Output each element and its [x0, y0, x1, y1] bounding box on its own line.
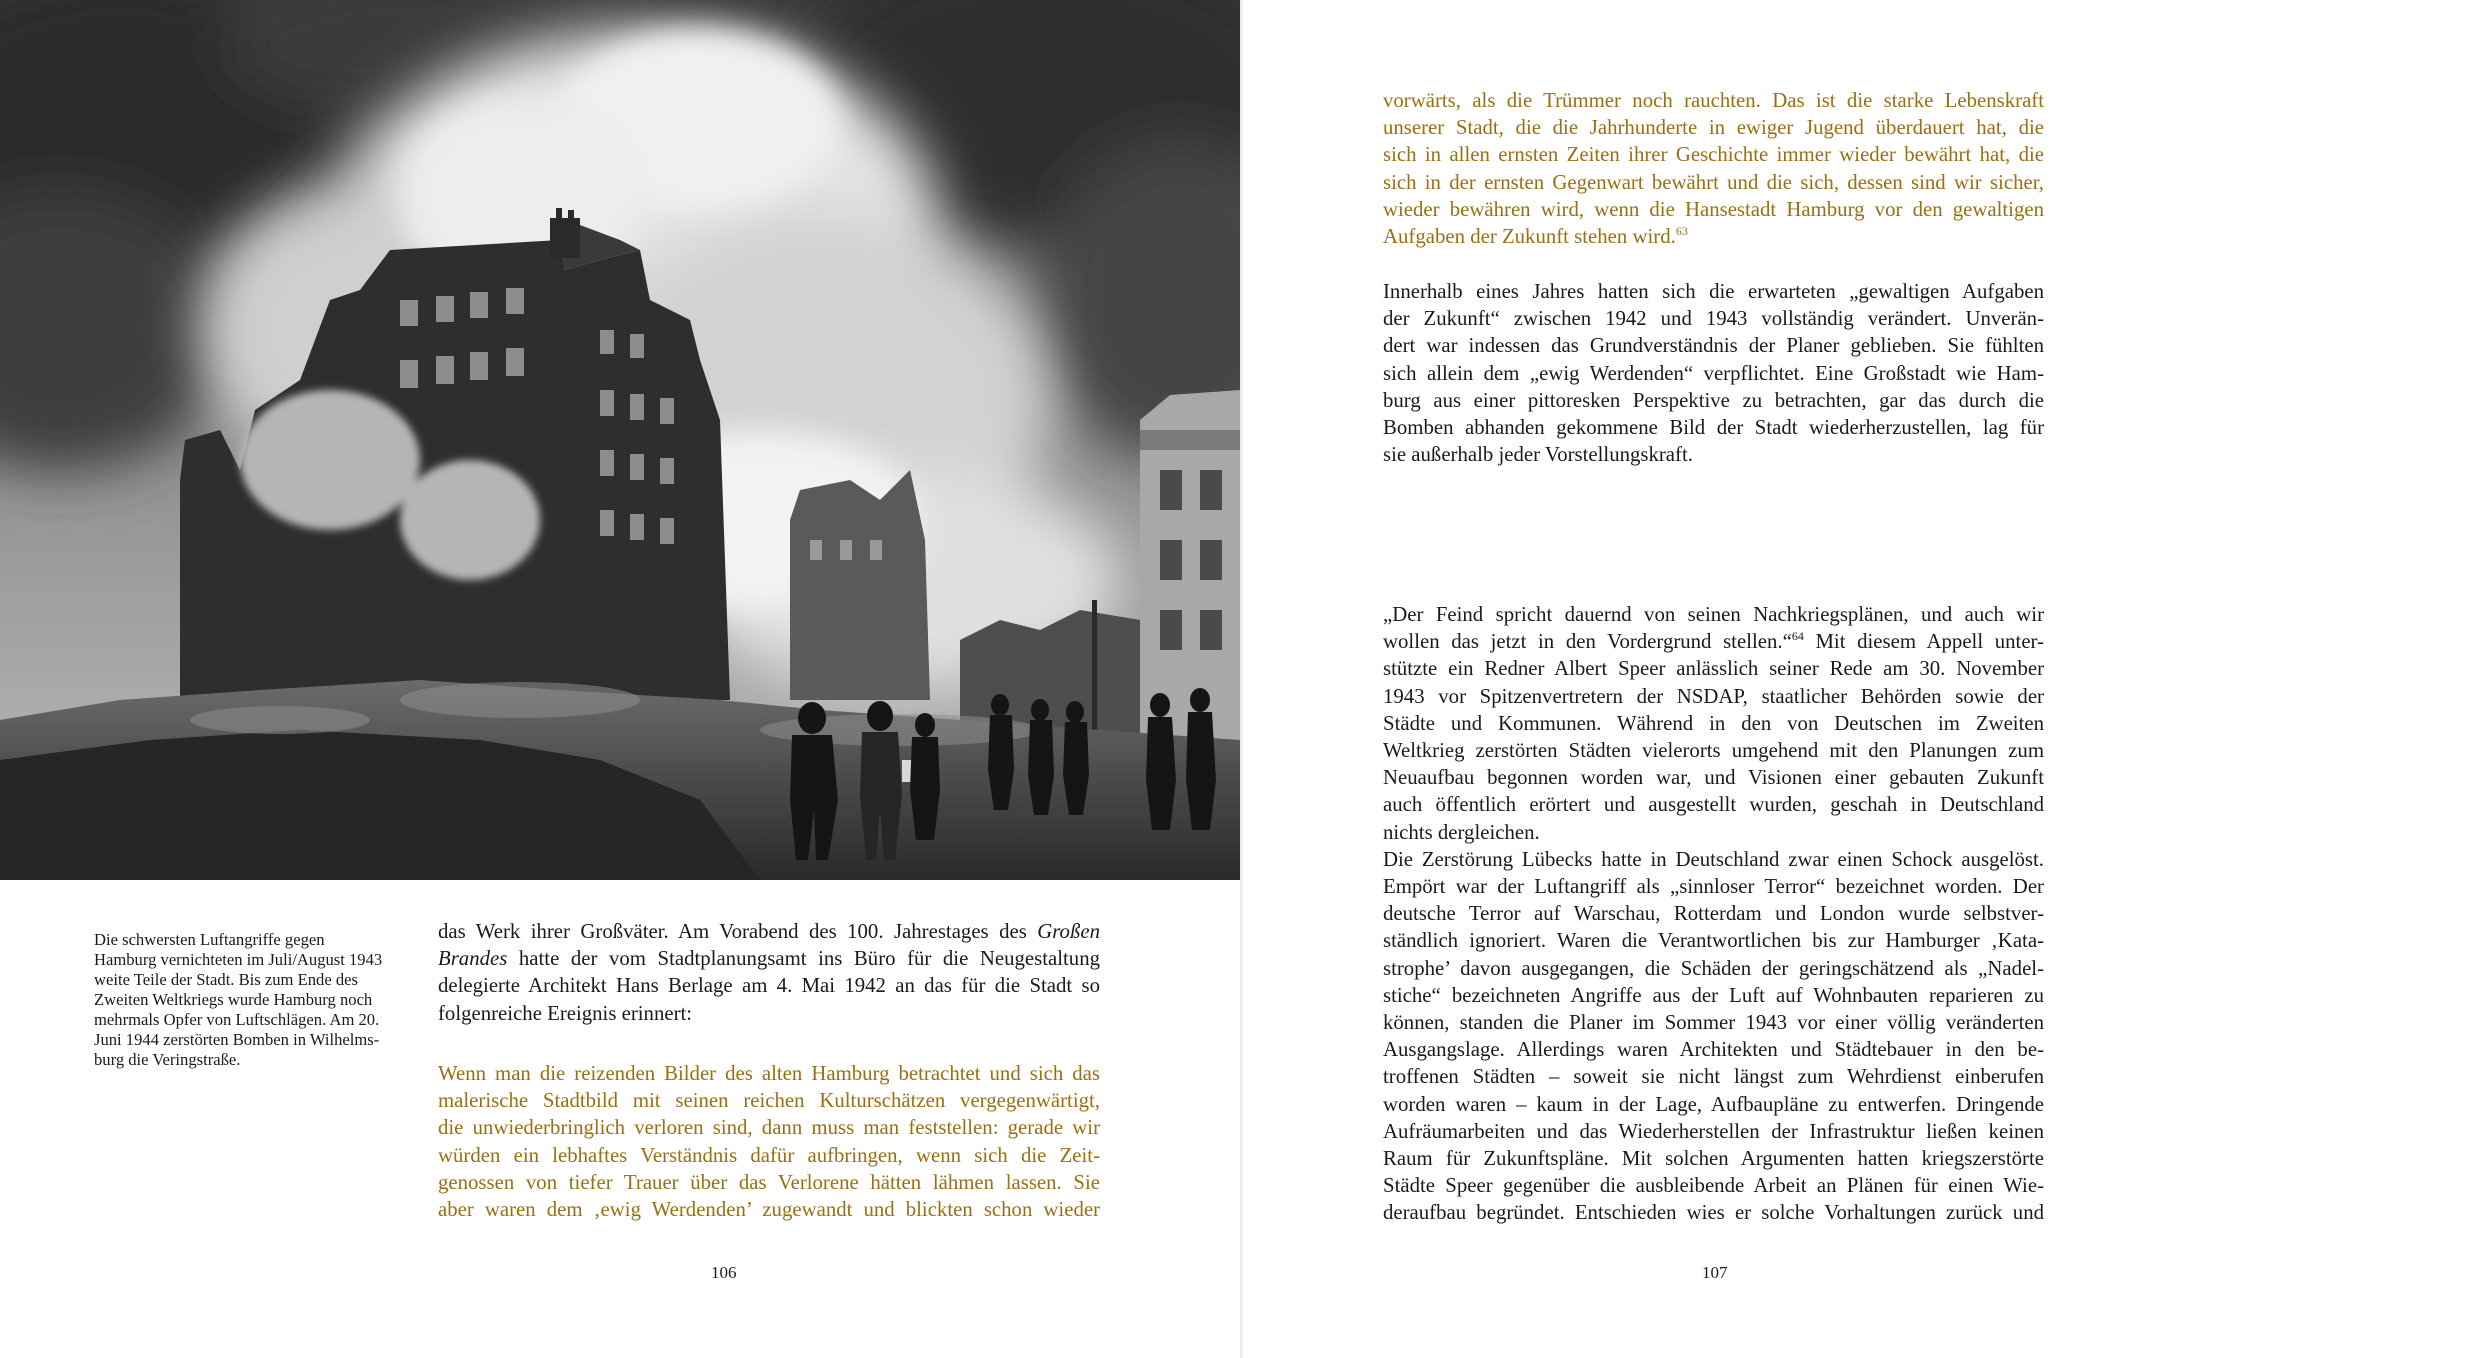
body-line — [1383, 1172, 2044, 1199]
caption-line: Zweiten Weltkriegs wurde Hamburg noch — [94, 990, 373, 1009]
body-line — [1383, 1145, 2044, 1172]
text-run: deutsche Terror auf Warschau, Rotterdam und London wurde selbstver- — [1383, 902, 2044, 926]
quote-line: sich in der ernsten Gegenwart bewährt und die sich, dessen sind wir sicher, — [1383, 170, 2044, 194]
right-paragraph-1 — [1383, 278, 2044, 468]
war-ruins-photograph — [0, 0, 1240, 880]
text-run: können, standen die Planer im Sommer 1943 vor einer völlig veränderten — [1383, 1011, 2044, 1035]
quote-line: aber waren dem ‚ewig Werdenden’ zugewandt und blickten schon wieder — [438, 1198, 1100, 1222]
caption-line: Hamburg vernichteten im Juli/August 1943 — [94, 950, 383, 969]
body-line — [1383, 982, 2044, 1009]
text-run: ständlich ignoriert. Waren die Verantwortlichen bis zur Hamburger ‚Kata- — [1383, 929, 2044, 953]
text-run: deraufbau begründet. Entschieden wies er solche Vorhaltungen zurück und — [1383, 1201, 2044, 1225]
text-run: Neuaufbau begonnen worden war, und Visionen einer gebauten Zukunft — [1383, 766, 2044, 790]
text-run: strophe’ davon ausgegangen, die Schäden der geringschätzend als „Nadel- — [1383, 956, 2044, 980]
text-run: worden waren – kaum in der Lage, Aufbaupläne zu entwerfen. Dringende — [1383, 1092, 2044, 1116]
body-line: delegierte Architekt Hans Berlage am 4. Mai 1942 an das für die Stadt so — [438, 974, 1100, 998]
quote-line: Wenn man die reizenden Bilder des alten Hamburg betrachtet und sich das — [438, 1062, 1100, 1085]
text-run: auch öffentlich erörtert und ausgestellt wurden, geschah in Deutschland — [1383, 793, 2044, 817]
body-line: der Zukunft“ zwischen 1942 und 1943 vollständig verändert. Unverän- — [1383, 307, 2044, 331]
text-run: „Der Feind spricht dauernd von seinen Nachkriegsplänen, und auch wir — [1383, 603, 2044, 626]
body-line — [1383, 819, 2044, 846]
photo-caption — [94, 930, 414, 1070]
text-run: Weltkrieg zerstörten Städten vielerorts umgehend mit den Planungen zum — [1383, 739, 2044, 763]
body-line — [1383, 655, 2044, 682]
italic-title: Brandes — [438, 947, 508, 971]
body-line — [1383, 955, 2044, 982]
text-run: Aufräumarbeiten und das Wiederherstellen der Infrastruktur ließen keinen — [1383, 1119, 2044, 1143]
quote-line: die unwiederbringlich verloren sind, dann muss man feststellen: gerade wir — [438, 1116, 1100, 1140]
text-run: Mit diesem Appell unter- — [1803, 630, 2044, 654]
quote-line: würden ein lebhaftes Verständnis dafür aufbringen, wenn sich die Zeit- — [438, 1143, 1100, 1167]
body-line: Bomben abhanden gekommene Bild der Stadt wiederherzustellen, lag für — [1383, 416, 2044, 440]
text-run: 1943 vor Spitzenvertretern der NSDAP, staatlicher Behörden sowie der — [1383, 684, 2044, 708]
left-block-quote — [438, 1060, 1100, 1223]
text-run: Die Zerstörung Lübecks hatte in Deutschland zwar einen Schock ausgelöst. — [1383, 847, 2044, 871]
text-run: das Werk ihrer Großväter. Am Vorabend des 100. Jahrestages des — [438, 920, 1038, 943]
quote-line: unserer Stadt, die die Jahrhunderte in ewiger Jugend überdauert hat, die — [1383, 116, 2044, 140]
italic-title: Großen — [1037, 920, 1100, 943]
body-line — [438, 918, 1100, 945]
text-run: Ausgangslage. Allerdings waren Architekten und Städtebauer in den be- — [1383, 1038, 2044, 1062]
footnote-ref: 63 — [1675, 224, 1688, 239]
text-run: stützte ein Redner Albert Speer anlässlich seiner Rede am 30. November — [1383, 657, 2044, 681]
body-line — [1383, 1009, 2044, 1036]
caption-line: Juni 1944 zerstörten Bomben in Wilhelms- — [94, 1030, 380, 1049]
text-run: hatte der vom Stadtplanungsamt ins Büro für die Neugestaltung — [507, 947, 1100, 971]
body-line — [438, 945, 1100, 972]
quote-line: vorwärts, als die Trümmer noch rauchten. Das ist die starke Lebenskraft — [1383, 89, 2044, 112]
body-line — [1383, 900, 2044, 927]
text-run: stiche“ bezeichneten Angriffe aus der Luft auf Wohnbauten reparieren zu — [1383, 983, 2044, 1007]
text-run: Raum für Zukunftspläne. Mit solchen Argumenten hatten kriegszerstörte — [1383, 1147, 2044, 1171]
text-run: wollen das jetzt in den Vordergrund stellen.“ — [1383, 630, 1792, 654]
text-run: Aufgaben der Zukunft stehen wird. — [1383, 225, 1676, 249]
caption-line: burg die Veringstraße. — [94, 1050, 241, 1069]
text-run: Städte Speer gegenüber die ausbleibende Arbeit an Plänen für einen Wie- — [1383, 1174, 2044, 1198]
body-line — [1383, 737, 2044, 764]
quote-line: malerische Stadtbild mit seinen reichen Kulturschätzen vergegenwärtigt, — [438, 1089, 1100, 1113]
page-number-left: 106 — [711, 1263, 737, 1282]
footnote-ref: 64 — [1791, 629, 1804, 644]
caption-line: weite Teile der Stadt. Bis zum Ende des — [94, 970, 358, 989]
text-run: Empört war der Luftangriff als „sinnloser Terror“ bezeichnet worden. Der — [1383, 875, 2044, 899]
body-line — [1383, 628, 2044, 655]
body-line — [1383, 846, 2044, 873]
body-line: sie außerhalb jeder Vorstellungskraft. — [1383, 443, 1693, 467]
quote-line: sich in allen ernsten Zeiten ihrer Geschichte immer wieder bewährt hat, die — [1383, 143, 2044, 167]
body-line — [1383, 1091, 2044, 1118]
body-line: Innerhalb eines Jahres hatten sich die erwarteten „gewaltigen Aufgaben — [1383, 280, 2044, 303]
page-number-right: 107 — [1702, 1263, 1728, 1282]
body-line — [1383, 791, 2044, 818]
body-line — [1383, 601, 2044, 628]
right-block-quote — [1383, 87, 2044, 250]
body-line — [1383, 683, 2044, 710]
quote-line: genossen von tiefer Trauer über das Verlorene hätten lähmen lassen. Sie — [438, 1170, 1100, 1194]
right-paragraph-2 — [1383, 601, 2044, 1227]
text-run: troffenen Städten – soweit sie nicht längst zum Wehrdienst einberufen — [1383, 1065, 2044, 1089]
body-line — [1383, 1036, 2044, 1063]
quote-line: wieder bewähren wird, wenn die Hansestadt Hamburg vor den gewaltigen — [1383, 197, 2044, 221]
body-line: dert war indessen das Grundverständnis der Planer geblieben. Sie fühlten — [1383, 334, 2044, 358]
body-line: sich allein dem „ewig Werdenden“ verpflichtet. Eine Großstadt wie Ham- — [1383, 361, 2044, 385]
body-line — [1383, 1063, 2044, 1090]
body-line: burg aus einer pittoresken Perspektive zu betrachten, gar das durch die — [1383, 388, 2044, 412]
text-run: nichts dergleichen. — [1383, 820, 1540, 844]
caption-line: Die schwersten Luftangriffe gegen — [94, 930, 325, 949]
body-line — [1383, 927, 2044, 954]
body-line — [1383, 710, 2044, 737]
body-line — [1383, 873, 2044, 900]
body-line — [1383, 1199, 2044, 1226]
body-line — [1383, 1118, 2044, 1145]
body-line — [1383, 764, 2044, 791]
text-run: Städte und Kommunen. Während in den von Deutschen im Zweiten — [1383, 711, 2044, 735]
caption-line: mehrmals Opfer von Luftschlägen. Am 20. — [94, 1010, 380, 1029]
quote-line — [1383, 223, 2044, 250]
left-body-paragraph — [438, 918, 1100, 1027]
body-line: folgenreiche Ereignis erinnert: — [438, 1001, 693, 1025]
